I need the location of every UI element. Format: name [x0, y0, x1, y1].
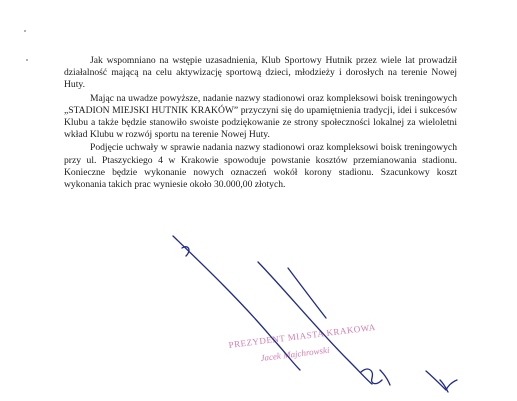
paragraph: Jak wspomniano na wstępie uzasadnienia, Klub Sportowy Hutnik przez wiele lat prowadził działalność mającą na celu aktywizację sportową dzieci, młodzieży i dorosłych na terenie Nowej Huty. [64, 55, 457, 91]
stamp-title: PREZYDENT MIASTA KRAKOWA [228, 321, 377, 350]
paragraph: Mając na uwadze powyższe, nadanie nazwy stadionowi oraz kompleksowi boisk treningowych „STADION MIEJSKI HUTNIK KRAKÓW” przyczyni się do upamiętnienia tradycji, idei i sukcesów Klubu a także będzie stanowiło swoiste podziękowanie ze strony społeczności lokalnej za wieloletni wkład Klubu w rozwój sportu na terenie Nowej Huty. [64, 92, 457, 141]
paragraph: Podjęcie uchwały w sprawie nadania nazwy stadionowi oraz kompleksowi boisk treningowych przy ul. Ptaszyckiego 4 w Krakowie spowoduje powstanie kosztów przemianowania stadionu. Konieczne będzie wykonanie nowych oznaczeń wokół korony stadionu. Szacunkowy koszt wykonania takich prac wyniesie około 30.000,00 złotych. [64, 142, 457, 191]
stamp-name: Jacek Majchrowski [259, 344, 330, 364]
